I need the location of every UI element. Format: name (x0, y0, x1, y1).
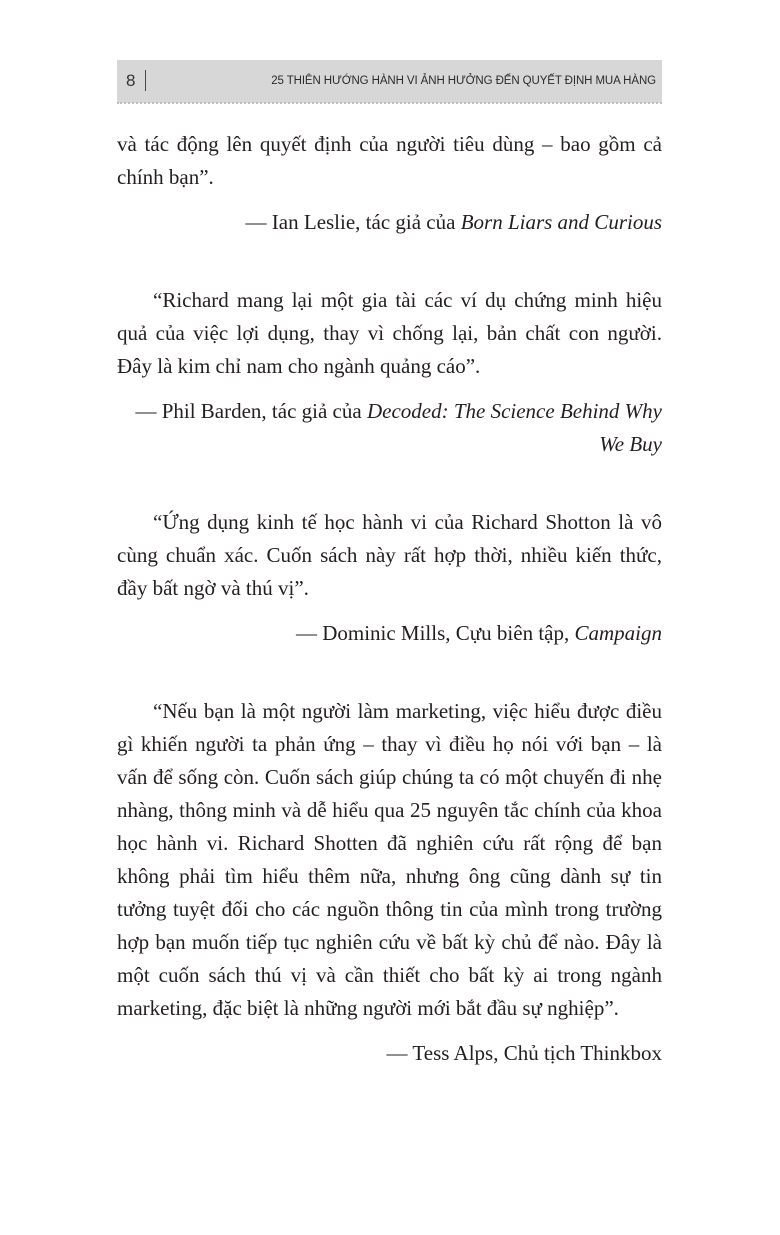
page-body (117, 128, 662, 1070)
quote-text: và tác động lên quyết định của người tiêu dùng – bao gồm cả chính bạn”. (117, 132, 662, 189)
quote-attribution (117, 206, 662, 239)
spacer (117, 383, 662, 395)
quote-attribution (117, 1037, 662, 1070)
spacer (117, 650, 662, 695)
header-dotted-rule (117, 102, 662, 104)
attribution-author: — Ian Leslie, tác giả của (245, 210, 461, 234)
spacer (117, 1025, 662, 1037)
page-number: 8 (126, 71, 136, 90)
spacer (117, 461, 662, 506)
quote-text: “Nếu bạn là một người làm marketing, việc hiểu được điều gì khiến người ta phản ứng – thay vì điều họ nói với bạn – là vấn để sống còn. Cuốn sách giúp chúng ta có một chuyến đi nhẹ nhàng, thông minh và dễ hiểu qua 25 nguyên tắc chính của khoa học hành vi. Richard Shotten đã nghiên cứu rất rộng để bạn không phải tìm hiểu thêm nữa, nhưng ông cũng dành sự tin tưởng tuyệt đối cho các nguồn thông tin của mình trong trường hợp bạn muốn tiếp tục nghiên cứu về bất kỳ chủ để nào. Đây là một cuốn sách thú vị và cần thiết cho bất kỳ ai trong ngành marketing, đặc biệt là những người mới bắt đầu sự nghiệp”. (117, 699, 662, 1020)
attribution-author: — Dominic Mills, Cựu biên tập, (295, 621, 575, 645)
header-divider (145, 70, 146, 91)
attribution-author: — Phil Barden, tác giả của (135, 399, 367, 423)
attribution-work: Decoded: The Science Behind Why We Buy (366, 399, 662, 456)
spacer (117, 239, 662, 284)
attribution-work: Born Liars and Curious (460, 210, 662, 234)
attribution-work: Campaign (574, 621, 662, 645)
attribution-author: — Tess Alps, Chủ tịch Thinkbox (386, 1041, 662, 1065)
quote-attribution (117, 395, 662, 461)
quote-text: “Ứng dụng kinh tế học hành vi của Richard Shotton là vô cùng chuẩn xác. Cuốn sách này rất hợp thời, nhiều kiến thức, đầy bất ngờ và thú vị”. (117, 510, 662, 600)
running-title: 25 THIÊN HƯỚNG HÀNH VI ẢNH HƯỞNG ĐẾN QUYẾT ĐỊNH MUA HÀNG (271, 75, 656, 87)
quote-text: “Richard mang lại một gia tài các ví dụ chứng minh hiệu quả của việc lợi dụng, thay vì chống lại, bản chất con người. Đây là kim chỉ nam cho ngành quảng cáo”. (117, 288, 662, 378)
spacer (117, 194, 662, 206)
quote-attribution (117, 617, 662, 650)
spacer (117, 605, 662, 617)
running-header (117, 60, 662, 103)
